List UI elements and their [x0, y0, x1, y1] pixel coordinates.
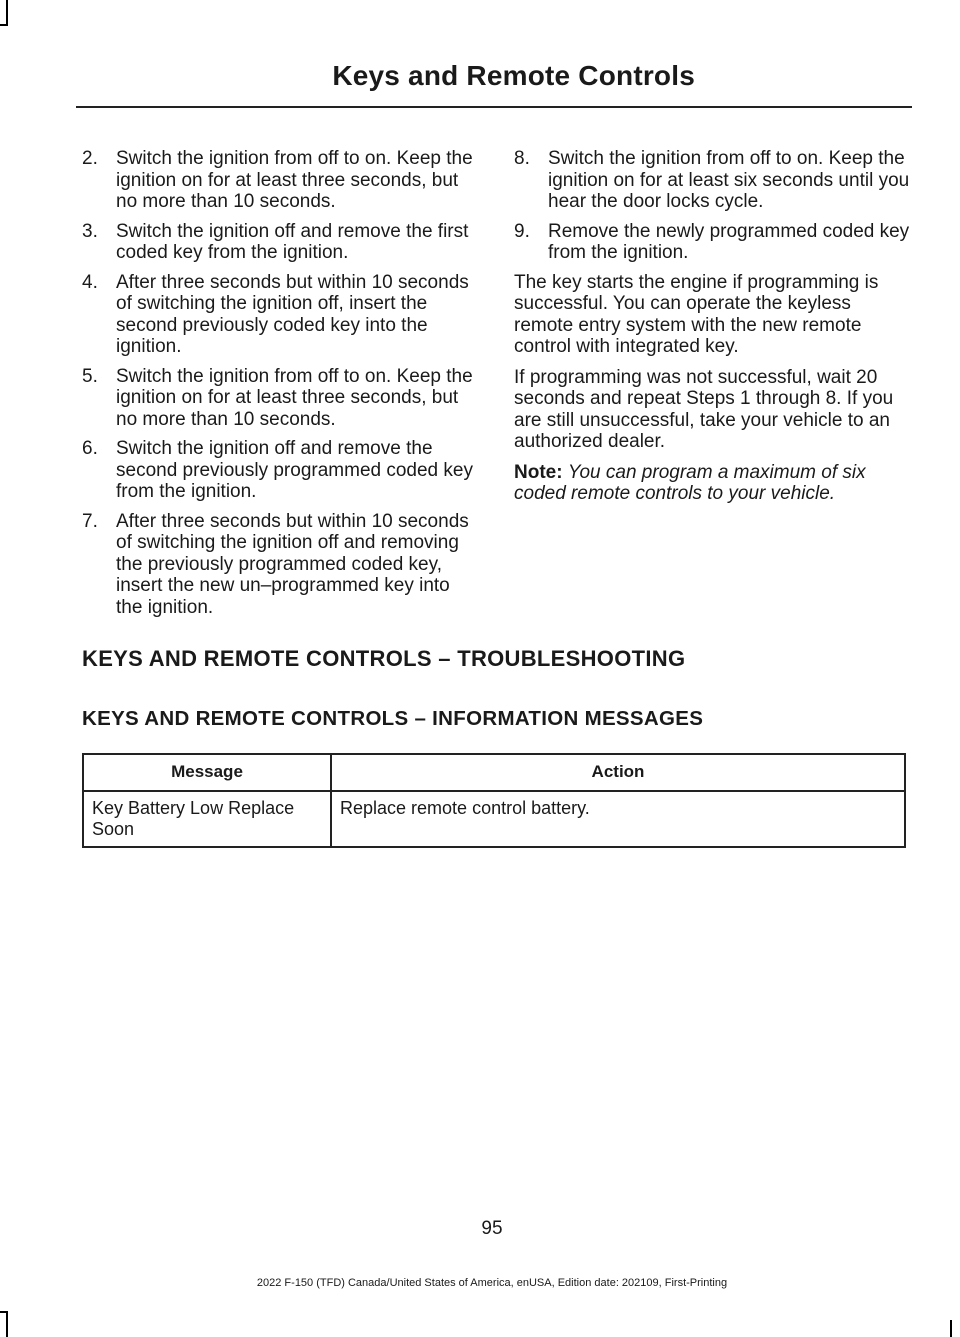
list-item: 4. After three seconds but within 10 seconds of switching the ignition off, insert the second previously coded key into the ignition.: [82, 271, 469, 357]
note-label: Note:: [514, 461, 563, 483]
crop-mark-bottom-left-h: [0, 1311, 8, 1313]
list-item: 5. Switch the ignition from off to on. Keep the ignition on for at least three seconds, but no more than 10 seconds.: [82, 365, 473, 430]
list-item: 6. Switch the ignition off and remove the second previously programmed coded key from the ignition.: [82, 438, 473, 502]
list-item: 8. Switch the ignition from off to on. Keep the ignition on for at least six seconds until you hear the door locks cycle.: [514, 148, 910, 212]
crop-mark-bottom-right: [950, 1320, 952, 1337]
list-item: 9. Remove the newly programmed coded key from the ignition.: [514, 220, 910, 263]
section-heading-information-messages: KEYS AND REMOTE CONTROLS – INFORMATION MESSAGES: [82, 707, 704, 730]
paragraph-retry: If programming was not successful, wait 20 seconds and repeat Steps 1 through 8. If you are still unsuccessful, take your vehicle to an authorized dealer.: [514, 366, 894, 452]
table-header-row: [83, 754, 905, 791]
crop-mark-top-left: [6, 0, 8, 26]
steps-list-right: [514, 148, 910, 264]
right-column: [514, 148, 910, 514]
list-item: 7. After three seconds but within 10 seconds of switching the ignition off and removing the previously programmed coded key, insert the new un–programmed key into the ignition.: [82, 510, 469, 618]
crop-mark-bottom-left: [6, 1311, 8, 1337]
paragraph-success: The key starts the engine if programming is successful. You can operate the keyless remote entry system with the new remote control with integrated key.: [514, 271, 879, 357]
table-row: [83, 791, 905, 847]
section-heading-troubleshooting: KEYS AND REMOTE CONTROLS – TROUBLESHOOTING: [82, 646, 686, 671]
column-header-action: Action: [331, 754, 905, 791]
note: [514, 462, 910, 505]
footer-edition-info: 2022 F-150 (TFD) Canada/United States of America, enUSA, Edition date: 202109, First-Printing: [256, 1277, 728, 1289]
list-item: 3. Switch the ignition off and remove the first coded key from the ignition.: [82, 220, 469, 263]
table-cell-action: Replace remote control battery.: [331, 791, 905, 847]
page-header-title: Keys and Remote Controls: [332, 60, 695, 91]
information-messages-table: [82, 753, 906, 848]
list-item: 2. Switch the ignition from off to on. Keep the ignition on for at least three seconds, but no more than 10 seconds.: [82, 148, 473, 212]
table-cell-message: Key Battery Low Replace Soon: [83, 791, 331, 847]
column-header-message: Message: [83, 754, 331, 791]
left-column: [82, 148, 478, 626]
header-divider: [76, 106, 912, 108]
page-number: 95: [481, 1218, 503, 1239]
steps-list-left: [82, 148, 478, 618]
crop-mark-top-left-h: [0, 24, 8, 26]
note-text: You can program a maximum of six coded remote controls to your vehicle.: [514, 461, 866, 504]
